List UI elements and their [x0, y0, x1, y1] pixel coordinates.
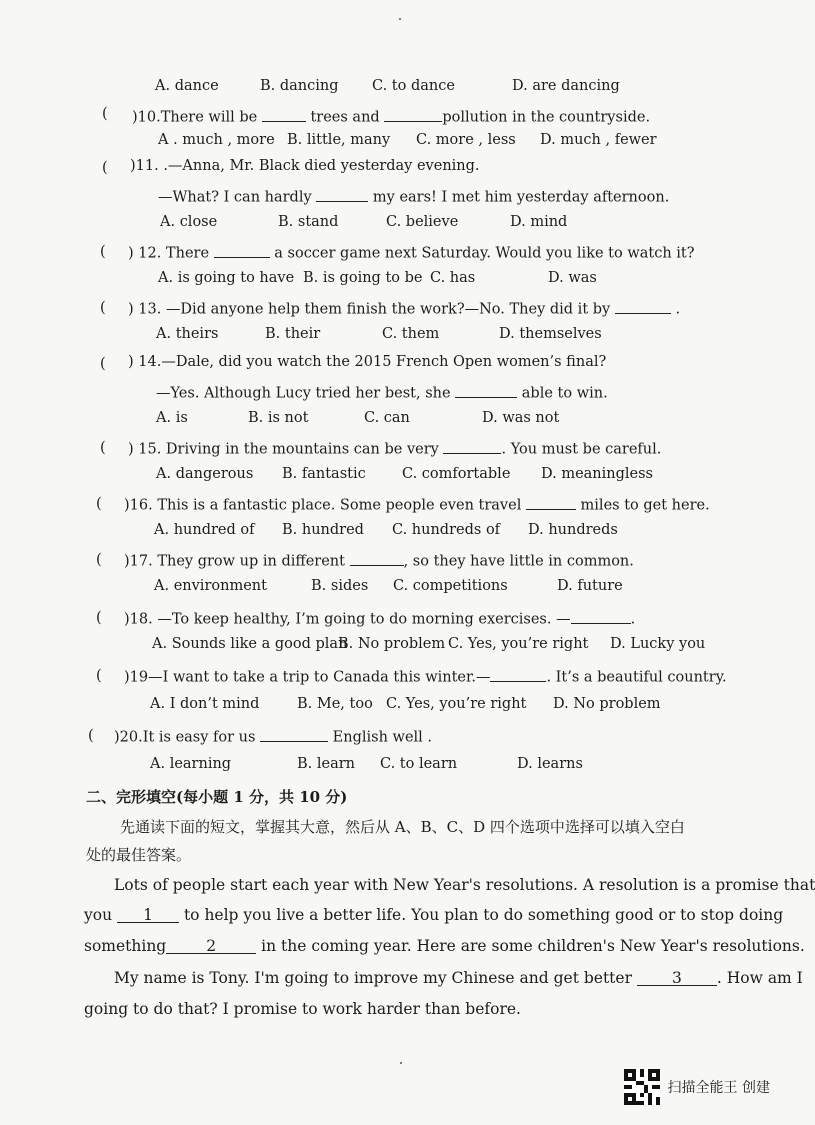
question-text: ) 15. Driving in the mountains can be very [128, 441, 439, 458]
question-text: my ears! I met him yesterday afternoon. [372, 189, 670, 206]
passage-text: . How am I [716, 969, 803, 987]
option-c: C. to dance [372, 78, 455, 94]
qr-code-icon [624, 1069, 660, 1105]
option-c: C. Yes, you’re right [448, 636, 589, 652]
question-10 [132, 106, 650, 126]
question-18 [124, 608, 635, 628]
question-text: )20.It is easy for us [114, 729, 256, 746]
option-d: D. much , fewer [540, 132, 657, 148]
answer-paren: ( [100, 300, 106, 316]
passage-line [84, 906, 783, 924]
option-a: A. theirs [156, 326, 219, 342]
passage-text: something [84, 937, 167, 955]
answer-paren: ( [96, 496, 102, 512]
answer-blank [571, 608, 631, 624]
passage-line: Lots of people start each year with New Year's resolutions. A resolution is a promise that [114, 876, 815, 894]
option-a: A . much , more [158, 132, 275, 148]
question-text: English well . [332, 729, 433, 746]
answer-blank [214, 242, 270, 258]
option-d: D. hundreds [528, 522, 618, 538]
passage-text: you [84, 906, 113, 924]
answer-blank [384, 106, 442, 122]
answer-blank [350, 550, 404, 566]
scan-speck [400, 1062, 402, 1064]
option-b: B. their [265, 326, 321, 342]
question-14-line1: ) 14.—Dale, did you watch the 2015 French Open women’s final? [128, 354, 607, 370]
option-c: C. them [382, 326, 440, 342]
option-b: B. is going to be [303, 270, 423, 286]
question-text: ) 12. There [128, 245, 210, 262]
option-d: D. are dancing [512, 78, 620, 94]
cloze-blank: 1 [117, 906, 179, 923]
option-c: C. comfortable [402, 466, 511, 482]
option-b: B. fantastic [282, 466, 366, 482]
question-text: able to win. [521, 385, 608, 402]
answer-paren: ( [102, 160, 108, 176]
question-17 [124, 550, 634, 570]
passage-text: My name is Tony. I'm going to improve my Chinese and get better [114, 969, 632, 987]
option-c: C. competitions [393, 578, 508, 594]
question-text: a soccer game next Saturday. Would you like to watch it? [274, 245, 695, 262]
option-b: B. learn [297, 756, 356, 772]
option-a: A. learning [150, 756, 232, 772]
option-d: D. themselves [499, 326, 602, 342]
answer-blank [455, 382, 517, 398]
option-d: D. No problem [553, 696, 661, 712]
question-13 [128, 298, 680, 318]
answer-blank [490, 666, 546, 682]
question-text: miles to get here. [580, 497, 710, 514]
answer-paren: ( [88, 728, 94, 744]
question-text: trees and [305, 109, 385, 126]
option-a: A. environment [154, 578, 267, 594]
section-instruction: 处的最佳答案。 [86, 846, 192, 864]
question-19 [124, 666, 727, 686]
question-11-line2 [158, 186, 669, 206]
option-c: C. believe [386, 214, 459, 230]
option-b: B. dancing [260, 78, 339, 94]
section-instruction: 先通读下面的短文，掌握其大意，然后从 A、B、C、D 四个选项中选择可以填入空白 [120, 818, 685, 836]
passage-line [84, 937, 805, 955]
option-a: A. dangerous [156, 466, 254, 482]
option-b: B. Me, too [297, 696, 373, 712]
question-12 [128, 242, 695, 262]
answer-blank [260, 726, 328, 742]
option-a: A. close [160, 214, 218, 230]
passage-text: in the coming year. Here are some children's New Year's resolutions. [261, 937, 805, 955]
option-c: C. can [364, 410, 410, 426]
option-d: D. was not [482, 410, 560, 426]
question-text: , so they have little in common. [403, 553, 634, 570]
option-a: A. is going to have [158, 270, 295, 286]
option-c: C. more , less [416, 132, 516, 148]
option-b: B. hundred [282, 522, 364, 538]
answer-paren: ( [100, 440, 106, 456]
cloze-blank: 2 [166, 937, 256, 954]
option-b: B. No problem [338, 636, 446, 652]
question-text: )18. —To keep healthy, I’m going to do morning exercises. — [124, 611, 571, 628]
option-b: B. sides [311, 578, 369, 594]
option-a: A. Sounds like a good plan [152, 636, 348, 652]
passage-line: going to do that? I promise to work harder than before. [84, 1000, 521, 1018]
question-text: . [675, 301, 681, 318]
section-heading: 二、完形填空(每小题 1 分，共 10 分) [86, 788, 348, 806]
option-d: D. learns [517, 756, 583, 772]
question-11-line1: )11. .—Anna, Mr. Black died yesterday evening. [130, 158, 480, 174]
option-a: A. I don’t mind [150, 696, 260, 712]
answer-paren: ( [96, 668, 102, 684]
question-text: —Yes. Although Lucy tried her best, she [156, 385, 451, 402]
question-20 [114, 726, 432, 746]
question-16 [124, 494, 710, 514]
option-b: B. little, many [287, 132, 391, 148]
option-c: C. hundreds of [392, 522, 501, 538]
answer-paren: ( [96, 552, 102, 568]
question-text: . It’s a beautiful country. [546, 669, 727, 686]
watermark-text: 扫描全能王 创建 [667, 1080, 770, 1096]
option-b: B. stand [278, 214, 339, 230]
answer-paren: ( [100, 244, 106, 260]
answer-blank [526, 494, 576, 510]
option-a: A. is [156, 410, 188, 426]
question-text: )17. They grow up in different [124, 553, 345, 570]
option-d: D. mind [510, 214, 568, 230]
option-d: D. Lucky you [610, 636, 706, 652]
question-text: pollution in the countryside. [442, 109, 651, 126]
answer-blank [615, 298, 671, 314]
option-c: C. has [430, 270, 476, 286]
answer-paren: ( [100, 356, 106, 372]
question-text: —What? I can hardly [158, 189, 312, 206]
option-c: C. Yes, you’re right [386, 696, 527, 712]
question-14-line2 [156, 382, 608, 402]
option-b: B. is not [248, 410, 309, 426]
option-a: A. dance [155, 78, 219, 94]
cloze-blank: 3 [637, 969, 717, 986]
question-15 [128, 438, 661, 458]
question-text: ) 13. —Did anyone help them finish the work?—No. They did it by [128, 301, 611, 318]
passage-line [114, 969, 803, 987]
answer-blank [262, 106, 306, 122]
question-text: . You must be careful. [501, 441, 662, 458]
passage-text: to help you live a better life. You plan to do something good or to stop doing [183, 906, 784, 924]
question-text: )19—I want to take a trip to Canada this winter.— [124, 669, 491, 686]
scanner-watermark [624, 1069, 770, 1105]
answer-paren: ( [96, 610, 102, 626]
answer-blank [443, 438, 501, 454]
question-text: . [630, 611, 636, 628]
scan-speck [399, 18, 401, 20]
option-c: C. to learn [380, 756, 458, 772]
question-text: )10.There will be [132, 109, 258, 126]
answer-paren: ( [102, 106, 108, 122]
option-a: A. hundred of [154, 522, 255, 538]
question-text: )16. This is a fantastic place. Some people even travel [124, 497, 522, 514]
option-d: D. was [548, 270, 597, 286]
answer-blank [316, 186, 368, 202]
option-d: D. future [557, 578, 623, 594]
option-d: D. meaningless [541, 466, 653, 482]
